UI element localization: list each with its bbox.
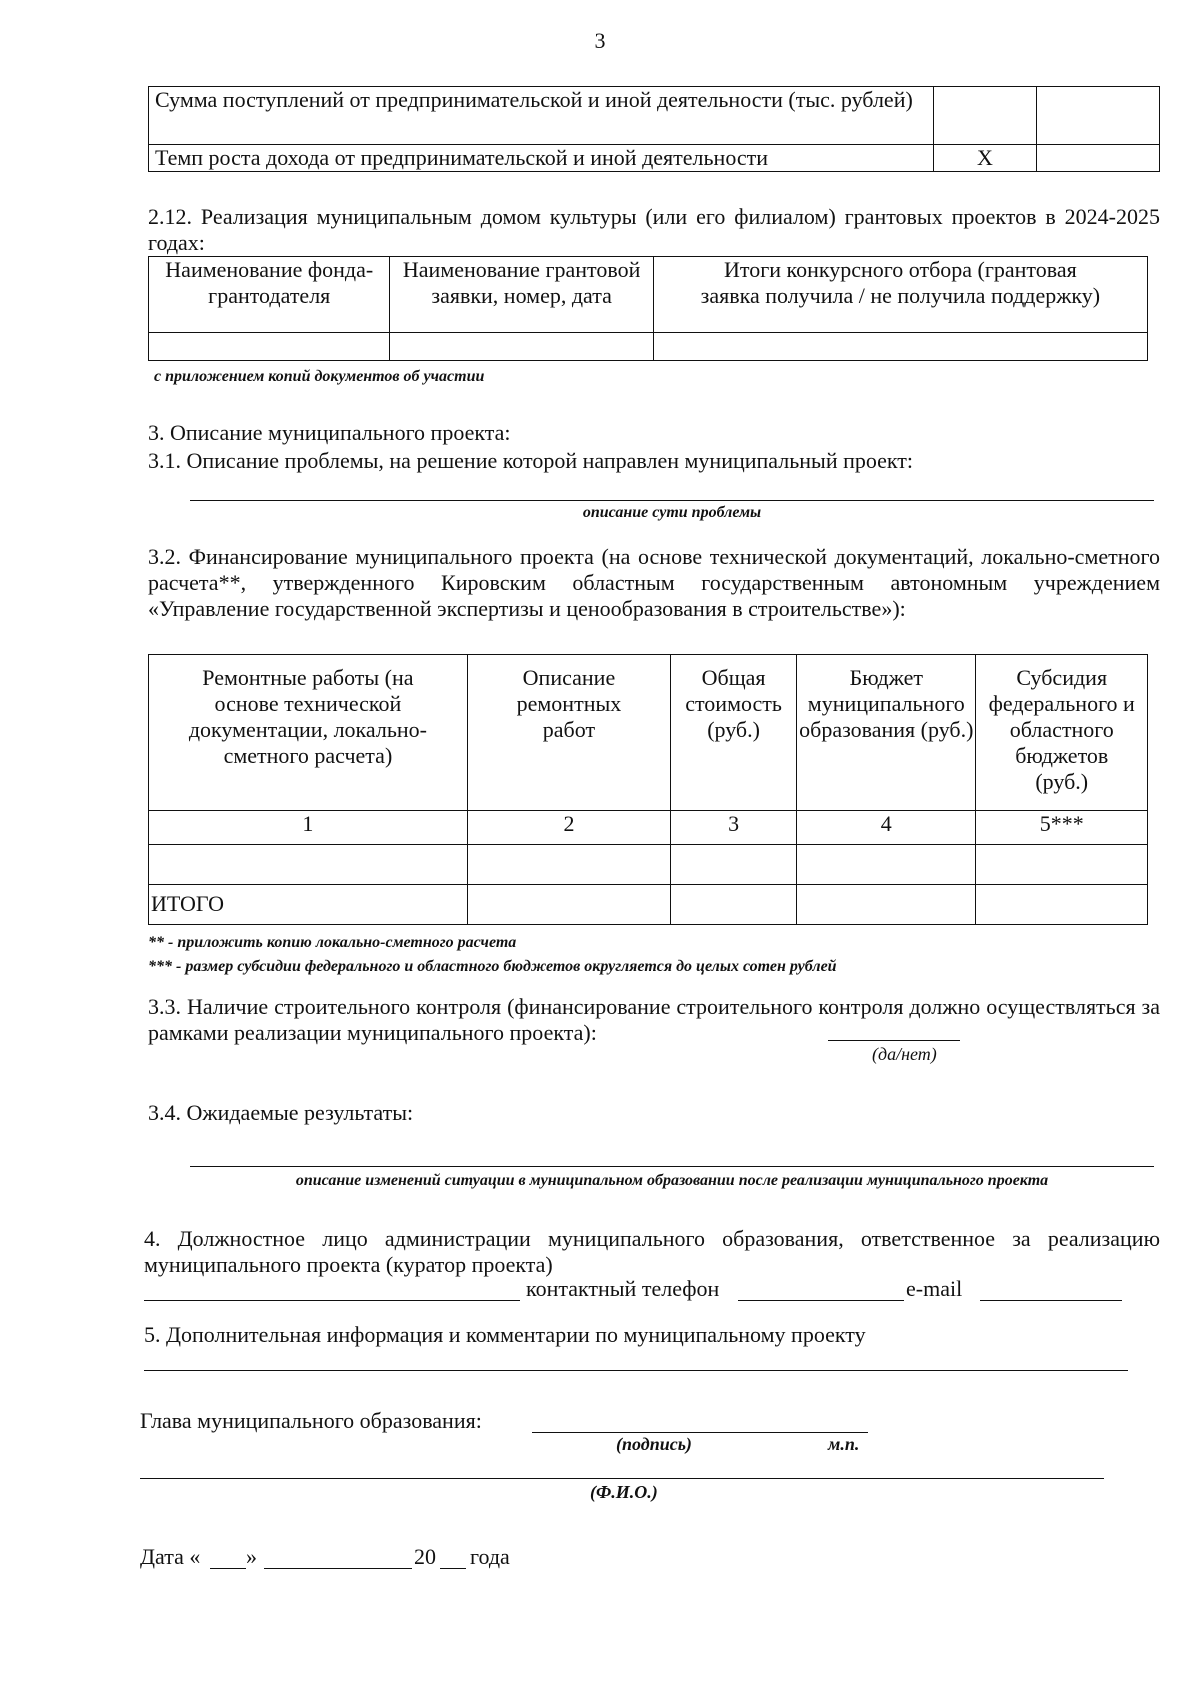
table-cell xyxy=(467,845,670,885)
financing-table xyxy=(148,654,1148,925)
table-cell xyxy=(797,885,976,925)
email-line[interactable] xyxy=(980,1300,1122,1301)
footnote-1-text: - приложить копию локально-сметного расчета xyxy=(164,934,517,951)
table-row xyxy=(149,655,1148,811)
problem-caption: описание сути проблемы xyxy=(582,504,762,521)
signature-line[interactable] xyxy=(532,1432,868,1433)
table-header: Наименование фонда-грантодателя xyxy=(149,257,390,333)
table-row xyxy=(149,257,1148,333)
email-label: e-mail xyxy=(906,1276,963,1301)
section-3-1-text: 3.1. Описание проблемы, на решение которой направлен муниципальный проект: xyxy=(148,448,914,473)
signature-caption: (подпись) xyxy=(616,1434,692,1454)
head-label: Глава муниципального образования: xyxy=(140,1408,482,1433)
fio-caption: (Ф.И.О.) xyxy=(590,1482,658,1502)
table-cell xyxy=(1037,87,1160,145)
section-3-2-text: 3.2. Финансирование муниципального проекта (на основе технической документаций, локально-сметного расчета**, утвержденного Кировским областным государственным автономным учреждением «Управление государственной экспертизы и ценообразования в строительстве»): xyxy=(148,544,1160,621)
date-year-suffix: года xyxy=(470,1544,510,1569)
grant-table xyxy=(148,256,1148,361)
section-4-text: 4. Должностное лицо администрации муниципального образования, ответственное за реализацию муниципального проекта (куратор проекта) xyxy=(144,1226,1160,1277)
table-cell xyxy=(797,845,976,885)
footnote-1 xyxy=(148,934,516,952)
table-cell xyxy=(671,845,797,885)
results-caption: описание изменений ситуации в муниципальном образовании после реализации муниципального проекта xyxy=(295,1172,1049,1189)
table-cell: X xyxy=(934,145,1037,172)
table-cell xyxy=(149,845,468,885)
table-header: Итоги конкурсного отбора (грантовая заявка получила / не получила поддержку) xyxy=(653,257,1147,333)
table-cell: 3 xyxy=(671,811,797,845)
table-cell xyxy=(149,333,390,361)
stamp-caption: м.п. xyxy=(828,1434,860,1454)
date-quote-close: » xyxy=(246,1544,257,1569)
section-2-12-heading: 2.12. Реализация муниципальным домом культуры (или его филиалом) грантовых проектов в 2024-2025 годах: xyxy=(148,204,1160,255)
date-year-line[interactable] xyxy=(440,1568,466,1569)
table-header: Наименование грантовой заявки, номер, дата xyxy=(390,257,653,333)
phone-label: контактный телефон xyxy=(526,1276,720,1301)
section-5-text: 5. Дополнительная информация и комментарии по муниципальному проекту xyxy=(144,1322,866,1347)
section-3-4-text: 3.4. Ожидаемые результаты: xyxy=(148,1100,414,1125)
section-3-heading: 3. Описание муниципального проекта: xyxy=(148,420,511,445)
table-cell xyxy=(976,845,1148,885)
footnote-2-text: - размер субсидии федерального и областного бюджетов округляется до целых сотен рублей xyxy=(172,958,837,975)
control-answer-line[interactable] xyxy=(828,1040,960,1041)
table-cell: 4 xyxy=(797,811,976,845)
table-cell xyxy=(467,885,670,925)
table-row xyxy=(149,333,1148,361)
table-header: Субсидия федерального и областного бюджетов (руб.) xyxy=(976,655,1148,811)
page-number: 3 xyxy=(594,28,606,53)
date-year-prefix: 20 xyxy=(414,1544,436,1569)
control-caption: (да/нет) xyxy=(872,1044,937,1064)
table-cell xyxy=(653,333,1147,361)
grant-note: с приложением копий документов об участии xyxy=(154,368,485,385)
fio-line[interactable] xyxy=(140,1478,1104,1479)
footnote-2 xyxy=(148,958,837,976)
table-row xyxy=(149,87,1160,145)
date-month-line[interactable] xyxy=(264,1568,412,1569)
results-line[interactable] xyxy=(190,1166,1154,1167)
table-row xyxy=(149,145,1160,172)
table-cell-total: ИТОГО xyxy=(149,885,468,925)
table-header: Ремонтные работы (на основе технической документации, локально-сметного расчета) xyxy=(149,655,468,811)
table-cell xyxy=(1037,145,1160,172)
table-header: Описание ремонтных работ xyxy=(467,655,670,811)
table-cell xyxy=(934,87,1037,145)
footnote-2-marker: *** xyxy=(148,958,172,975)
table-cell xyxy=(976,885,1148,925)
table-row xyxy=(149,885,1148,925)
curator-name-line[interactable] xyxy=(144,1300,520,1301)
table-row xyxy=(149,845,1148,885)
comments-line[interactable] xyxy=(144,1370,1128,1371)
phone-line[interactable] xyxy=(738,1300,904,1301)
table-row xyxy=(149,811,1148,845)
date-day-line[interactable] xyxy=(210,1568,246,1569)
table-cell: 1 xyxy=(149,811,468,845)
table-header: Общая стоимость (руб.) xyxy=(671,655,797,811)
table-cell xyxy=(671,885,797,925)
table-cell xyxy=(390,333,653,361)
footnote-1-marker: ** xyxy=(148,934,164,951)
table-cell: Сумма поступлений от предпринимательской и иной деятельности (тыс. рублей) xyxy=(149,87,934,145)
income-table xyxy=(148,86,1160,172)
table-header: Бюджет муниципального образования (руб.) xyxy=(797,655,976,811)
table-cell: 5*** xyxy=(976,811,1148,845)
table-cell: Темп роста дохода от предпринимательской и иной деятельности xyxy=(149,145,934,172)
date-prefix: Дата « xyxy=(140,1544,201,1569)
section-3-3-text: 3.3. Наличие строительного контроля (финансирование строительного контроля должно осуществляться за рамками реализации муниципального проекта): xyxy=(148,994,1160,1045)
table-cell: 2 xyxy=(467,811,670,845)
problem-line xyxy=(190,500,1154,501)
